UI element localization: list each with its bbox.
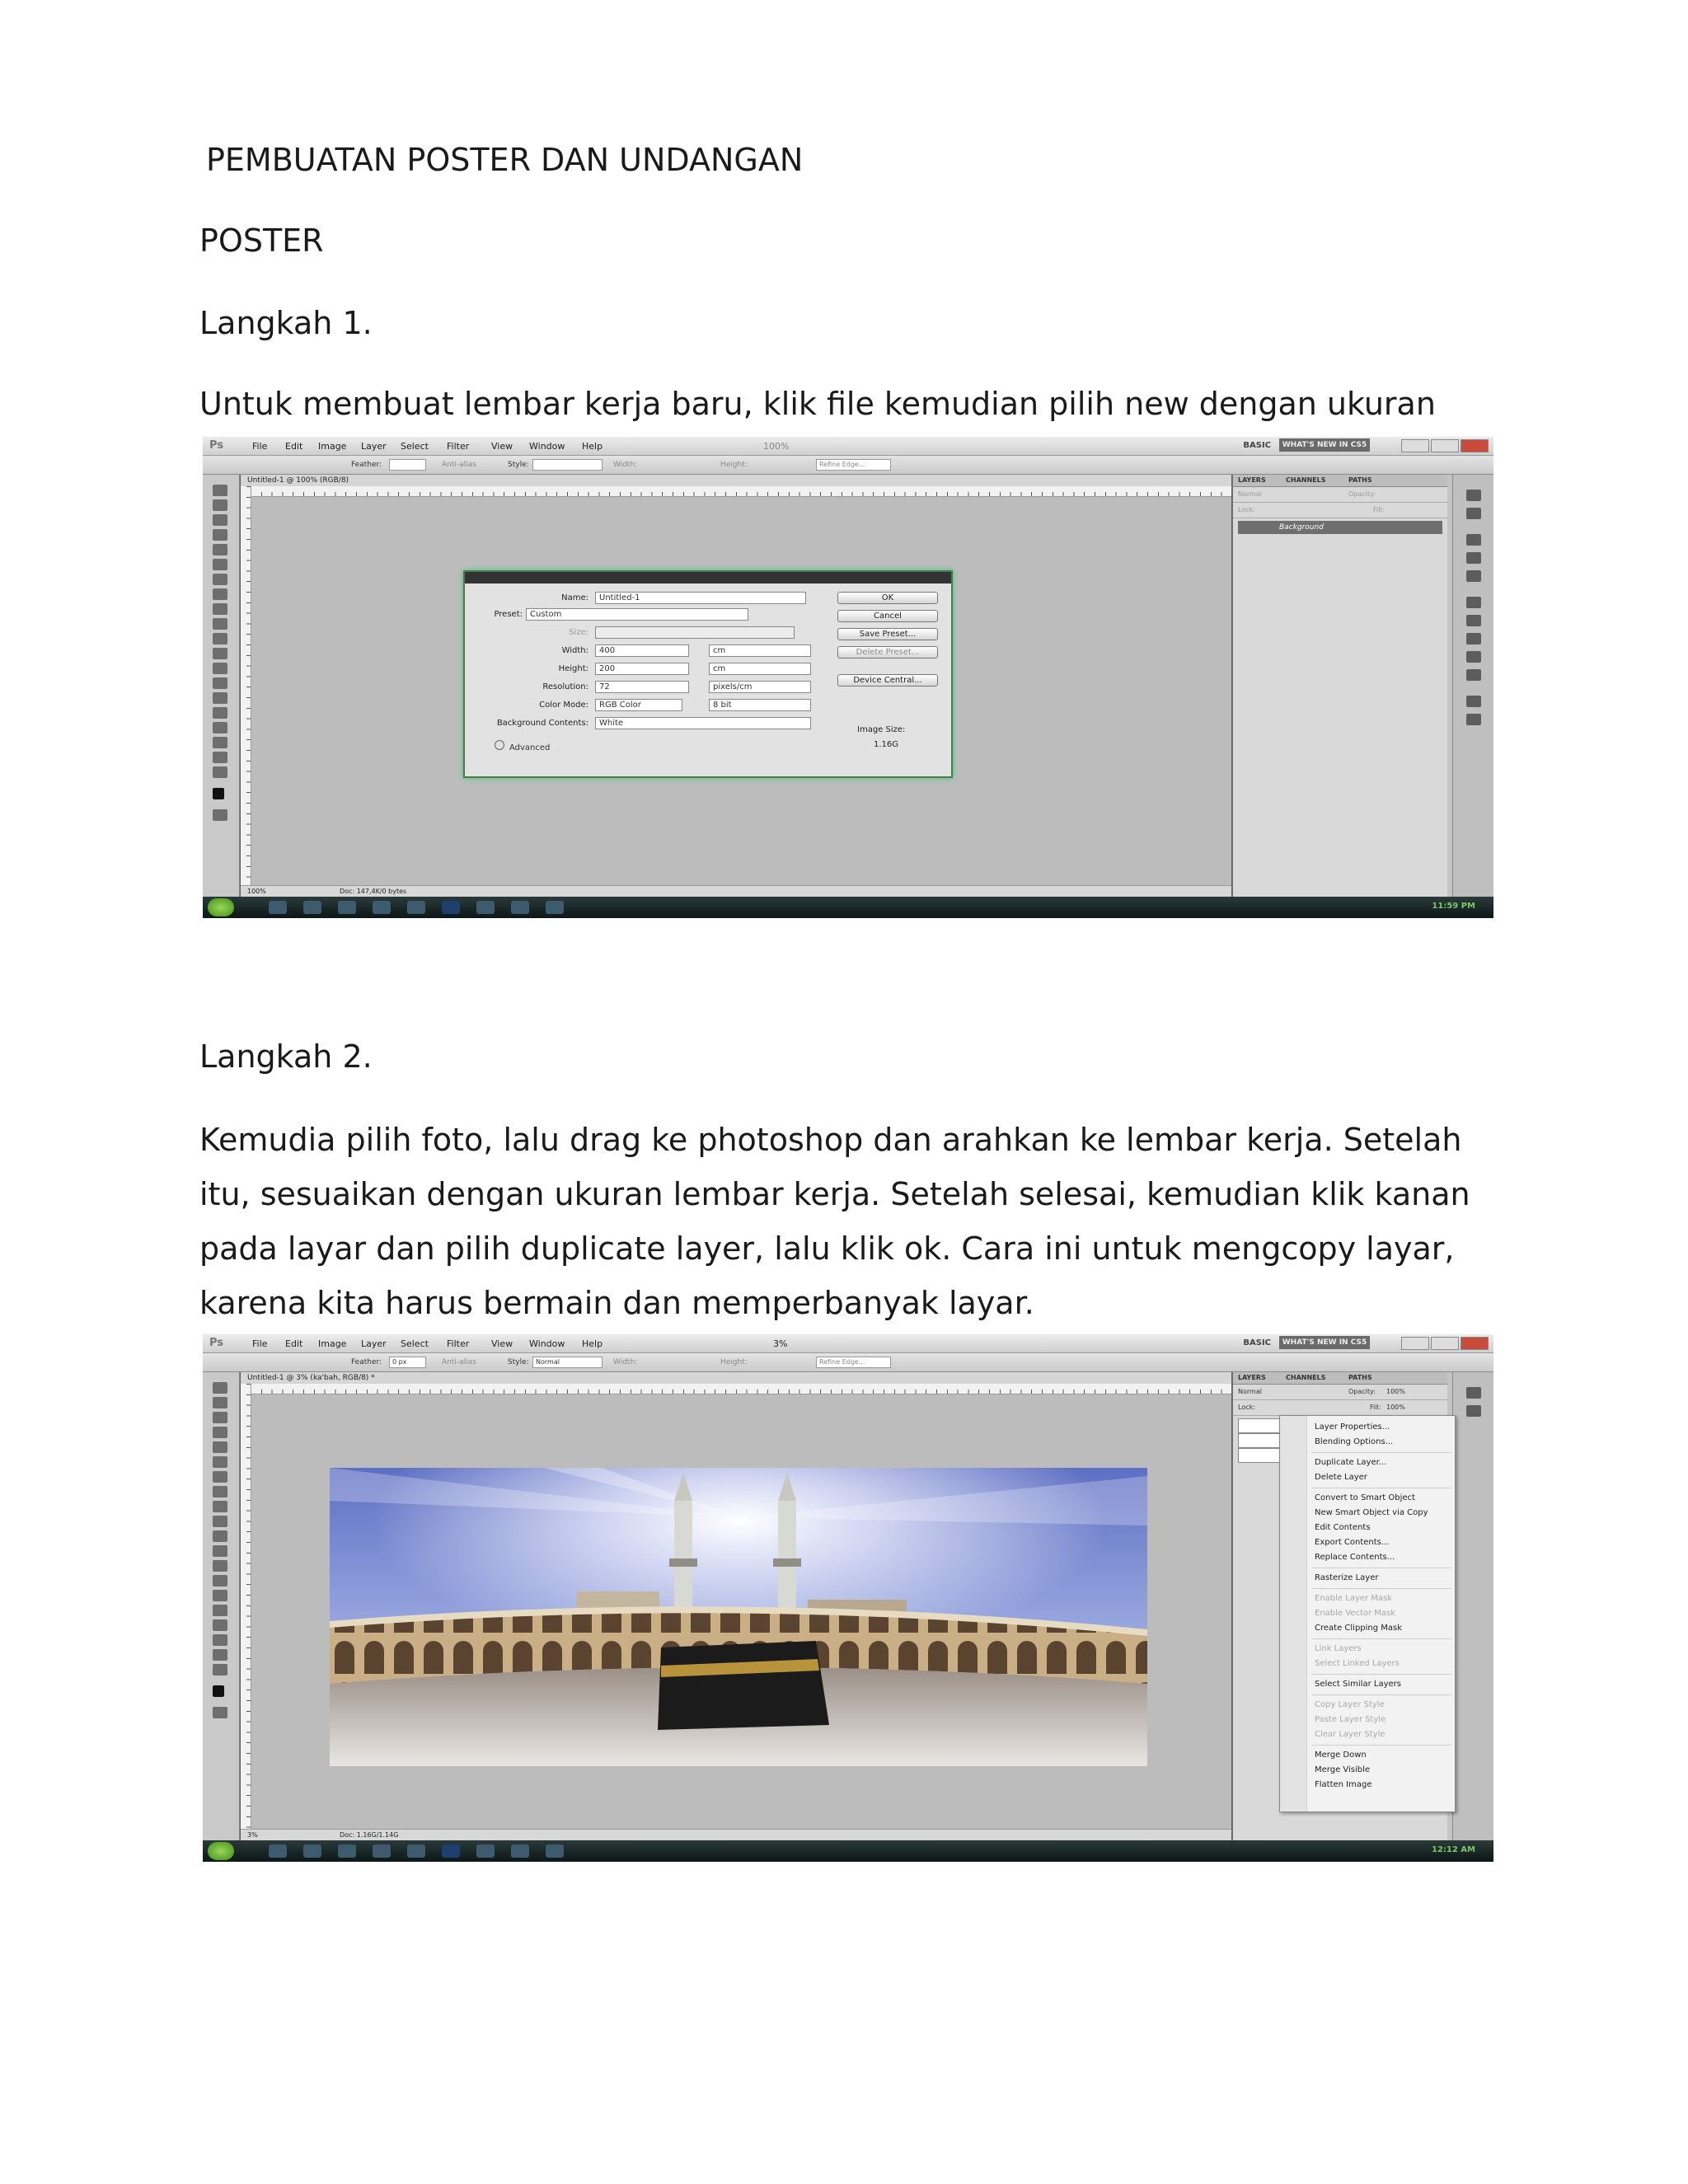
options-bar bbox=[203, 1353, 1493, 1372]
menu-view[interactable]: View bbox=[491, 441, 513, 452]
taskbar-app-5[interactable] bbox=[407, 901, 425, 914]
photoshop-logo: Ps bbox=[209, 1337, 224, 1349]
options-bar bbox=[203, 456, 1493, 475]
status-bar bbox=[241, 1829, 1231, 1840]
menu-select[interactable]: Select bbox=[401, 441, 429, 452]
photoshop-screenshot-1 bbox=[203, 437, 1493, 918]
actions-icon[interactable] bbox=[1466, 508, 1481, 519]
zoom-level[interactable]: 100% bbox=[763, 441, 790, 452]
panel-tabs bbox=[1233, 1372, 1447, 1385]
width-input[interactable]: 400 bbox=[595, 644, 689, 657]
document-tab[interactable]: Untitled-1 @ 3% (ka'bah, RGB/8) * bbox=[241, 1372, 1231, 1385]
feather-input[interactable] bbox=[389, 459, 426, 471]
taskbar-app-4[interactable] bbox=[373, 1844, 391, 1858]
size-select[interactable] bbox=[595, 626, 795, 639]
tool-presets-icon[interactable] bbox=[1466, 633, 1481, 644]
stamp-tool-icon[interactable] bbox=[213, 1501, 227, 1512]
layer-row-2[interactable] bbox=[1238, 1433, 1281, 1448]
size-label: Size: bbox=[569, 628, 588, 637]
width-label: Width: bbox=[613, 461, 638, 469]
resolution-label: Resolution: bbox=[542, 682, 588, 691]
menu-delete-layer[interactable]: Delete Layer bbox=[1315, 1473, 1367, 1482]
menu-separator bbox=[1311, 1452, 1451, 1453]
section-heading: POSTER bbox=[199, 223, 324, 259]
menu-separator bbox=[1311, 1674, 1451, 1675]
quick-select-tool-icon[interactable] bbox=[213, 529, 227, 541]
toolbox bbox=[203, 475, 240, 897]
menu-copy-layer-style: Copy Layer Style bbox=[1315, 1700, 1385, 1709]
eraser-tool-icon[interactable] bbox=[213, 633, 227, 644]
menu-separator bbox=[1311, 1745, 1451, 1746]
advanced-toggle[interactable] bbox=[495, 740, 550, 752]
type-tool-icon[interactable] bbox=[213, 1605, 227, 1616]
color-swatches-icon[interactable] bbox=[213, 788, 224, 799]
adjustments-icon[interactable] bbox=[1466, 534, 1481, 546]
width-unit-select[interactable]: cm bbox=[709, 644, 811, 657]
tab-paths[interactable]: PATHS bbox=[1348, 476, 1372, 484]
tab-layers[interactable]: LAYERS bbox=[1238, 476, 1266, 484]
history-brush-tool-icon[interactable] bbox=[213, 1516, 227, 1527]
name-label: Name: bbox=[561, 593, 588, 602]
zoom-tool-icon[interactable] bbox=[213, 766, 227, 778]
stamp-tool-icon[interactable] bbox=[213, 603, 227, 615]
eyedropper-tool-icon[interactable] bbox=[213, 559, 227, 570]
background-contents-label: Background Contents: bbox=[496, 719, 588, 728]
refine-edge-button[interactable]: Refine Edge... bbox=[816, 459, 891, 471]
quick-mask-icon[interactable] bbox=[213, 1707, 227, 1718]
taskbar-app-3[interactable] bbox=[338, 1844, 356, 1858]
blend-mode-row bbox=[1233, 1385, 1447, 1400]
color-mode-select[interactable]: RGB Color bbox=[595, 699, 682, 711]
right-panels bbox=[1232, 1372, 1493, 1840]
step2-text: Kemudia pilih foto, lalu drag ke photoshop dan arahkan ke lembar kerja. Setelah itu, sesuaikan dengan ukuran lembar kerja. Setelah selesai, kemudian klik kanan pada layar dan pilih duplicate layer, lalu klik ok. Cara ini untuk mengcopy layar, karena kita harus bermain dan memperbanyak layar. bbox=[199, 1122, 1470, 1321]
ok-button[interactable]: OK bbox=[837, 592, 938, 604]
menu-file[interactable]: File bbox=[252, 441, 268, 452]
document-window bbox=[241, 1372, 1231, 1840]
taskbar-app-7[interactable] bbox=[476, 901, 495, 914]
hand-tool-icon[interactable] bbox=[213, 752, 227, 763]
status-zoom[interactable]: 3% bbox=[247, 1831, 258, 1839]
horizontal-ruler bbox=[251, 486, 1231, 497]
path-select-tool-icon[interactable] bbox=[213, 1619, 227, 1631]
actions-icon[interactable] bbox=[1466, 1405, 1481, 1417]
bit-depth-select[interactable]: 8 bit bbox=[709, 699, 811, 711]
preset-select[interactable]: Custom bbox=[526, 608, 748, 621]
layer-row-3[interactable] bbox=[1238, 1448, 1281, 1463]
menu-layer[interactable]: Layer bbox=[361, 1338, 387, 1349]
menu-window[interactable]: Window bbox=[529, 1338, 565, 1349]
kaaba-photo[interactable] bbox=[330, 1468, 1147, 1766]
lock-row bbox=[1233, 503, 1447, 518]
image-size-label: Image Size: bbox=[857, 725, 906, 734]
menu-duplicate-layer[interactable]: Duplicate Layer... bbox=[1315, 1458, 1387, 1467]
feather-input[interactable]: 0 px bbox=[389, 1357, 426, 1368]
blend-mode-row bbox=[1233, 487, 1447, 503]
right-panels bbox=[1232, 475, 1493, 897]
height-label: Height: bbox=[720, 461, 748, 469]
menu-bar bbox=[203, 1334, 1493, 1353]
maximize-icon[interactable] bbox=[1431, 1337, 1459, 1350]
whats-new-button[interactable]: WHAT'S NEW IN CS5 bbox=[1279, 438, 1370, 452]
history-brush-tool-icon[interactable] bbox=[213, 618, 227, 630]
move-tool-icon[interactable] bbox=[213, 1382, 227, 1394]
style-label: Style: bbox=[508, 1358, 529, 1366]
pen-tool-icon[interactable] bbox=[213, 692, 227, 704]
zoom-level[interactable]: 3% bbox=[773, 1338, 788, 1349]
dodge-tool-icon[interactable] bbox=[213, 677, 227, 689]
close-icon[interactable] bbox=[1461, 439, 1489, 452]
horizontal-ruler bbox=[251, 1384, 1231, 1394]
paragraph-icon[interactable] bbox=[1466, 669, 1481, 681]
brush-tool-icon[interactable] bbox=[213, 1486, 227, 1497]
cancel-button[interactable]: Cancel bbox=[837, 610, 938, 622]
healing-tool-icon[interactable] bbox=[213, 1471, 227, 1483]
vertical-ruler bbox=[241, 486, 251, 885]
brushes-icon[interactable] bbox=[1466, 597, 1481, 608]
taskbar-app-1[interactable] bbox=[269, 901, 287, 914]
menu-separator bbox=[1311, 1588, 1451, 1589]
eraser-tool-icon[interactable] bbox=[213, 1530, 227, 1542]
menu-window[interactable]: Window bbox=[529, 441, 565, 452]
blur-tool-icon[interactable] bbox=[213, 663, 227, 674]
start-button[interactable] bbox=[208, 898, 234, 916]
menu-view[interactable]: View bbox=[491, 1338, 513, 1349]
taskbar-app-3[interactable] bbox=[338, 901, 356, 914]
lasso-tool-icon[interactable] bbox=[213, 1412, 227, 1423]
menu-separator bbox=[1311, 1638, 1451, 1639]
taskbar-app-2[interactable] bbox=[303, 901, 321, 914]
taskbar-clock: 12:12 AM bbox=[1431, 1845, 1475, 1854]
height-label: Height: bbox=[558, 664, 588, 673]
taskbar-app-9[interactable] bbox=[546, 1844, 564, 1858]
preset-label: Preset: bbox=[494, 610, 523, 619]
panel-dock bbox=[1452, 1372, 1493, 1840]
color-mode-label: Color Mode: bbox=[539, 701, 588, 710]
tab-layers[interactable]: LAYERS bbox=[1238, 1374, 1266, 1381]
menu-edit[interactable]: Edit bbox=[285, 441, 303, 452]
height-unit-select[interactable]: cm bbox=[709, 663, 811, 675]
blend-mode-select[interactable]: Normal bbox=[1238, 490, 1262, 498]
minimize-icon[interactable] bbox=[1401, 439, 1429, 452]
menu-separator bbox=[1311, 1694, 1451, 1695]
menu-convert-smart-object[interactable]: Convert to Smart Object bbox=[1315, 1493, 1415, 1502]
dodge-tool-icon[interactable] bbox=[213, 1575, 227, 1586]
shape-tool-icon[interactable] bbox=[213, 737, 227, 748]
styles-icon[interactable] bbox=[1466, 552, 1481, 564]
menu-create-clipping-mask[interactable]: Create Clipping Mask bbox=[1315, 1624, 1403, 1633]
taskbar-photoshop[interactable] bbox=[442, 901, 460, 914]
maximize-icon[interactable] bbox=[1431, 439, 1459, 452]
style-select[interactable]: Normal bbox=[532, 1357, 603, 1368]
layers-panel bbox=[1233, 475, 1447, 897]
dialog-titlebar bbox=[465, 572, 951, 583]
taskbar-app-2[interactable] bbox=[303, 1844, 321, 1858]
move-tool-icon[interactable] bbox=[213, 485, 227, 496]
eyedropper-tool-icon[interactable] bbox=[213, 1456, 227, 1468]
quick-select-tool-icon[interactable] bbox=[213, 1427, 227, 1438]
taskbar-app-1[interactable] bbox=[269, 1844, 287, 1858]
taskbar-photoshop[interactable] bbox=[442, 1844, 460, 1858]
quick-mask-icon[interactable] bbox=[213, 809, 227, 821]
status-bar bbox=[241, 885, 1231, 897]
menu-new-smart-object-copy[interactable]: New Smart Object via Copy bbox=[1315, 1508, 1428, 1517]
menu-enable-layer-mask: Enable Layer Mask bbox=[1315, 1594, 1393, 1603]
step2-heading: Langkah 2. bbox=[199, 1038, 373, 1075]
start-button[interactable] bbox=[208, 1842, 234, 1860]
shape-tool-icon[interactable] bbox=[213, 1634, 227, 1646]
height-label: Height: bbox=[720, 1358, 748, 1366]
taskbar-app-7[interactable] bbox=[476, 1844, 495, 1858]
menu-file[interactable]: File bbox=[252, 1338, 268, 1349]
page-title: PEMBUATAN POSTER DAN UNDANGAN bbox=[206, 142, 804, 178]
marquee-tool-icon[interactable] bbox=[213, 1397, 227, 1408]
advanced-label: Advanced bbox=[509, 743, 551, 752]
resolution-unit-select[interactable]: pixels/cm bbox=[709, 681, 811, 693]
chevron-down-icon bbox=[495, 740, 504, 750]
color-swatches-icon[interactable] bbox=[213, 1685, 224, 1697]
document-window bbox=[241, 475, 1231, 897]
zoom-tool-icon[interactable] bbox=[213, 1664, 227, 1675]
opacity-label: Opacity: bbox=[1348, 1388, 1376, 1395]
lock-label: Lock: bbox=[1238, 506, 1255, 513]
taskbar-app-4[interactable] bbox=[373, 901, 391, 914]
status-doc-size: Doc: 147,4K/0 bytes bbox=[340, 888, 407, 895]
background-contents-select[interactable]: White bbox=[595, 717, 811, 729]
crop-tool-icon[interactable] bbox=[213, 544, 227, 555]
anti-alias-label[interactable]: Anti-alias bbox=[442, 1358, 476, 1366]
menu-filter[interactable]: Filter bbox=[447, 441, 470, 452]
height-input[interactable]: 200 bbox=[595, 663, 689, 675]
fill-input[interactable]: 100% bbox=[1386, 1404, 1405, 1411]
tab-paths[interactable]: PATHS bbox=[1348, 1374, 1372, 1381]
marquee-tool-icon[interactable] bbox=[213, 499, 227, 511]
layer-row-1[interactable] bbox=[1238, 1418, 1281, 1433]
style-select[interactable] bbox=[532, 459, 603, 471]
menu-paste-layer-style: Paste Layer Style bbox=[1315, 1715, 1386, 1724]
menu-replace-contents[interactable]: Replace Contents... bbox=[1315, 1553, 1395, 1562]
workspace-basic[interactable]: BASIC bbox=[1243, 1338, 1271, 1347]
step1-heading: Langkah 1. bbox=[199, 305, 373, 341]
panel-dock bbox=[1452, 475, 1493, 897]
taskbar bbox=[203, 1840, 1493, 1862]
menu-blending-options[interactable]: Blending Options... bbox=[1315, 1437, 1394, 1446]
step1-text: Untuk membuat lembar kerja baru, klik file kemudian pilih new dengan ukuran bbox=[199, 386, 1436, 422]
taskbar-clock: 11:59 PM bbox=[1432, 902, 1475, 911]
minimize-icon[interactable] bbox=[1401, 1337, 1429, 1350]
history-icon[interactable] bbox=[1466, 1387, 1481, 1399]
brush-tool-icon[interactable] bbox=[213, 588, 227, 600]
context-menu-gutter bbox=[1280, 1416, 1307, 1811]
menu-link-layers: Link Layers bbox=[1315, 1644, 1362, 1653]
3d-icon[interactable] bbox=[1466, 696, 1481, 707]
device-central-button[interactable]: Device Central... bbox=[837, 674, 938, 687]
crop-tool-icon[interactable] bbox=[213, 1441, 227, 1453]
gradient-tool-icon[interactable] bbox=[213, 648, 227, 659]
feather-label: Feather: bbox=[351, 461, 382, 469]
menu-filter[interactable]: Filter bbox=[447, 1338, 470, 1349]
taskbar-app-5[interactable] bbox=[407, 1844, 425, 1858]
opacity-label: Opacity: bbox=[1348, 490, 1376, 498]
menu-help[interactable]: Help bbox=[582, 1338, 603, 1349]
menu-export-contents[interactable]: Export Contents... bbox=[1315, 1538, 1390, 1547]
menu-merge-visible[interactable]: Merge Visible bbox=[1315, 1765, 1371, 1774]
taskbar-app-9[interactable] bbox=[546, 901, 564, 914]
name-input[interactable]: Untitled-1 bbox=[595, 592, 806, 604]
status-zoom[interactable]: 100% bbox=[247, 888, 266, 895]
path-select-tool-icon[interactable] bbox=[213, 722, 227, 733]
menu-select[interactable]: Select bbox=[401, 1338, 429, 1349]
fill-label: Fill: bbox=[1370, 1404, 1381, 1411]
tab-channels[interactable]: CHANNELS bbox=[1286, 476, 1326, 484]
workspace-basic[interactable]: BASIC bbox=[1243, 441, 1271, 450]
width-label: Width: bbox=[613, 1358, 638, 1366]
menu-help[interactable]: Help bbox=[582, 441, 603, 452]
healing-tool-icon[interactable] bbox=[213, 574, 227, 585]
window-controls[interactable] bbox=[1400, 439, 1490, 452]
image-size-value: 1.16G bbox=[874, 740, 899, 749]
resolution-input[interactable]: 72 bbox=[595, 681, 689, 693]
panel-tabs bbox=[1233, 475, 1447, 487]
taskbar-app-8[interactable] bbox=[511, 1844, 529, 1858]
menu-flatten-image[interactable]: Flatten Image bbox=[1315, 1780, 1372, 1789]
whats-new-button[interactable]: WHAT'S NEW IN CS5 bbox=[1279, 1336, 1370, 1349]
close-icon[interactable] bbox=[1461, 1337, 1489, 1350]
opacity-input[interactable]: 100% bbox=[1386, 1388, 1405, 1395]
anti-alias-label[interactable]: Anti-alias bbox=[442, 461, 476, 469]
type-tool-icon[interactable] bbox=[213, 707, 227, 719]
photoshop-logo: Ps bbox=[209, 439, 224, 452]
menu-layer-properties[interactable]: Layer Properties... bbox=[1315, 1422, 1390, 1432]
history-icon[interactable] bbox=[1466, 490, 1481, 501]
new-document-dialog bbox=[463, 570, 953, 778]
menu-bar bbox=[203, 437, 1493, 456]
menu-rasterize-layer[interactable]: Rasterize Layer bbox=[1315, 1573, 1379, 1582]
tab-channels[interactable]: CHANNELS bbox=[1286, 1374, 1326, 1381]
taskbar bbox=[203, 897, 1493, 918]
lock-row bbox=[1233, 1400, 1447, 1416]
blend-mode-select[interactable]: Normal bbox=[1238, 1388, 1262, 1395]
notes-icon[interactable] bbox=[1466, 714, 1481, 725]
lasso-tool-icon[interactable] bbox=[213, 514, 227, 526]
layer-context-menu bbox=[1279, 1415, 1456, 1812]
character-icon[interactable] bbox=[1466, 651, 1481, 663]
menu-clear-layer-style: Clear Layer Style bbox=[1315, 1730, 1386, 1739]
pen-tool-icon[interactable] bbox=[213, 1590, 227, 1601]
delete-preset-button[interactable]: Delete Preset... bbox=[837, 646, 938, 658]
menu-select-linked-layers: Select Linked Layers bbox=[1315, 1659, 1400, 1668]
menu-edit[interactable]: Edit bbox=[285, 1338, 303, 1349]
toolbox bbox=[203, 1372, 240, 1840]
feather-label: Feather: bbox=[351, 1358, 382, 1366]
menu-image[interactable]: Image bbox=[318, 441, 347, 452]
vertical-ruler bbox=[241, 1384, 251, 1829]
layer-background[interactable]: Background bbox=[1238, 521, 1442, 534]
menu-enable-vector-mask: Enable Vector Mask bbox=[1315, 1609, 1396, 1618]
menu-edit-contents[interactable]: Edit Contents bbox=[1315, 1523, 1371, 1532]
photoshop-screenshot-2 bbox=[203, 1334, 1493, 1862]
fill-label: Fill: bbox=[1373, 506, 1385, 513]
hand-tool-icon[interactable] bbox=[213, 1649, 227, 1661]
style-label: Style: bbox=[508, 461, 529, 469]
menu-select-similar-layers[interactable]: Select Similar Layers bbox=[1315, 1680, 1401, 1689]
clone-source-icon[interactable] bbox=[1466, 615, 1481, 626]
window-controls[interactable] bbox=[1400, 1337, 1490, 1350]
blur-tool-icon[interactable] bbox=[213, 1560, 227, 1572]
document-tab[interactable]: Untitled-1 @ 100% (RGB/8) bbox=[241, 475, 1231, 487]
menu-layer[interactable]: Layer bbox=[361, 441, 387, 452]
kaaba-photo-image bbox=[330, 1468, 1147, 1766]
masks-icon[interactable] bbox=[1466, 570, 1481, 582]
gradient-tool-icon[interactable] bbox=[213, 1545, 227, 1557]
refine-edge-button[interactable]: Refine Edge... bbox=[816, 1357, 891, 1368]
taskbar-app-8[interactable] bbox=[511, 901, 529, 914]
lock-label: Lock: bbox=[1238, 1404, 1255, 1411]
menu-image[interactable]: Image bbox=[318, 1338, 347, 1349]
save-preset-button[interactable]: Save Preset... bbox=[837, 628, 938, 640]
menu-merge-down[interactable]: Merge Down bbox=[1315, 1750, 1367, 1760]
width-label: Width: bbox=[561, 646, 588, 655]
status-doc-size: Doc: 1.16G/1.14G bbox=[340, 1831, 399, 1839]
